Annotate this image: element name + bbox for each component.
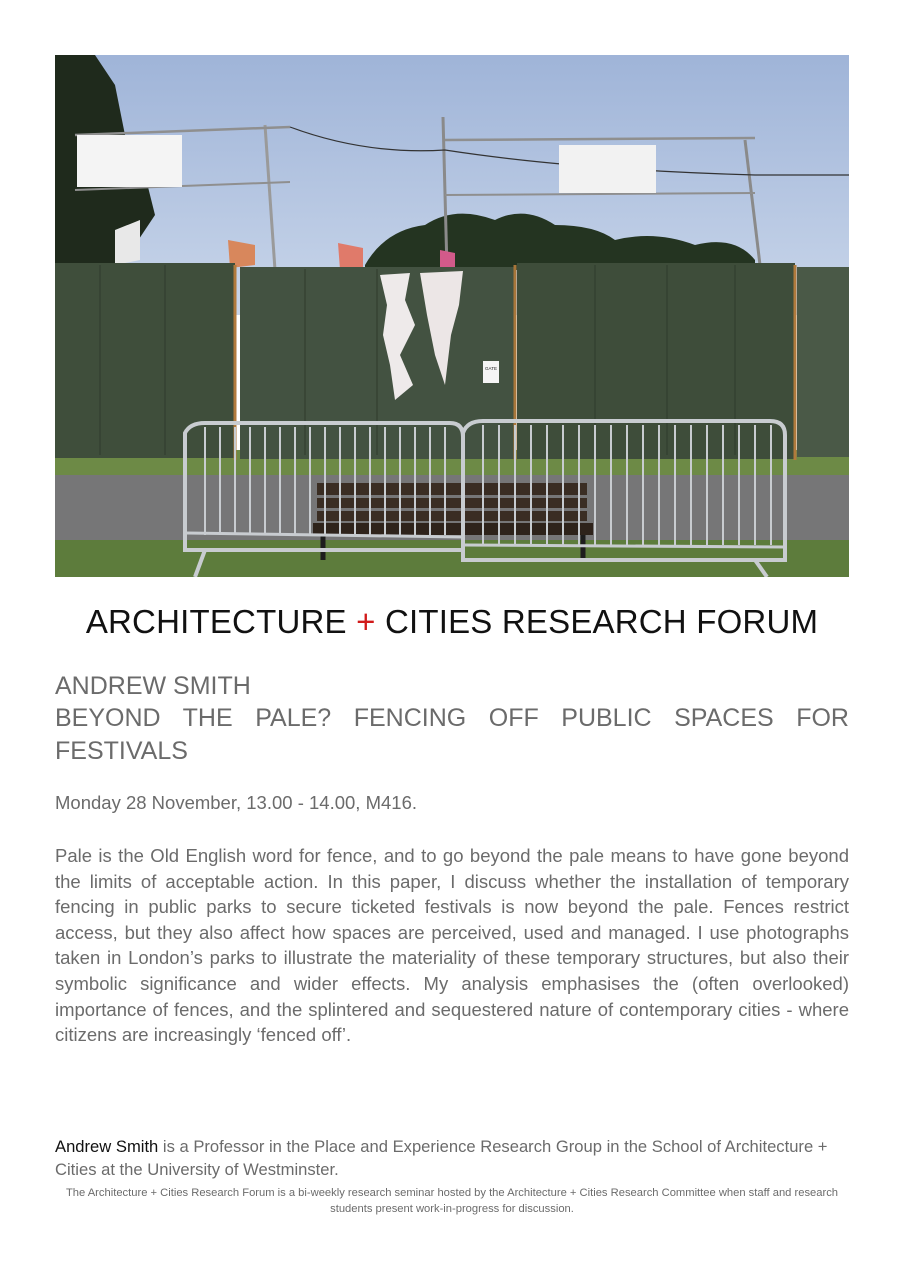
speaker-name: ANDREW SMITH	[55, 672, 251, 700]
talk-title-line2: FESTIVALS	[55, 737, 188, 765]
abstract: Pale is the Old English word for fence, and to go beyond the pale means to have gone beyond the limits of acceptable action. In this paper, I discuss whether the installation of temporary fencing in public parks to secure ticketed festivals is now beyond the pale. Fences restrict access, but they also affect how spaces are perceived, used and managed. I use photographs taken in London’s parks to illustrate the materiality of these temporary structures, but also their symbolic significance and wider effects. My analysis emphasises the (often overlooked) importance of fences, and the splintered and sequestered nature of contemporary cities - where citizens are increasingly ‘fenced off’.	[55, 845, 849, 1046]
forum-title-left: ARCHITECTURE	[85, 603, 347, 640]
cover-photo	[55, 55, 849, 577]
talk-title-line1: BEYOND THE PALE? FENCING OFF PUBLIC SPACES FOR	[55, 704, 849, 732]
bio-text: is a Professor in the Place and Experience Research Group in the School of Architecture + Cities at the University of Westminster.	[55, 1137, 828, 1179]
bio-name: Andrew Smith	[55, 1137, 159, 1156]
event-datetime: Monday 28 November, 13.00 - 14.00, M416.	[55, 792, 417, 813]
forum-title-right: CITIES RESEARCH FORUM	[384, 603, 819, 640]
talk-title	[55, 702, 849, 768]
gate-sign-text: GATE	[485, 366, 497, 371]
footer-note: The Architecture + Cities Research Forum is a bi-weekly research seminar hosted by the Architecture + Cities Research Committee when staff and research students present work-in-progress for discussion.	[65, 1187, 839, 1215]
speaker-bio	[55, 1136, 849, 1181]
plus-accent: +	[356, 603, 376, 640]
forum-title	[0, 603, 904, 641]
